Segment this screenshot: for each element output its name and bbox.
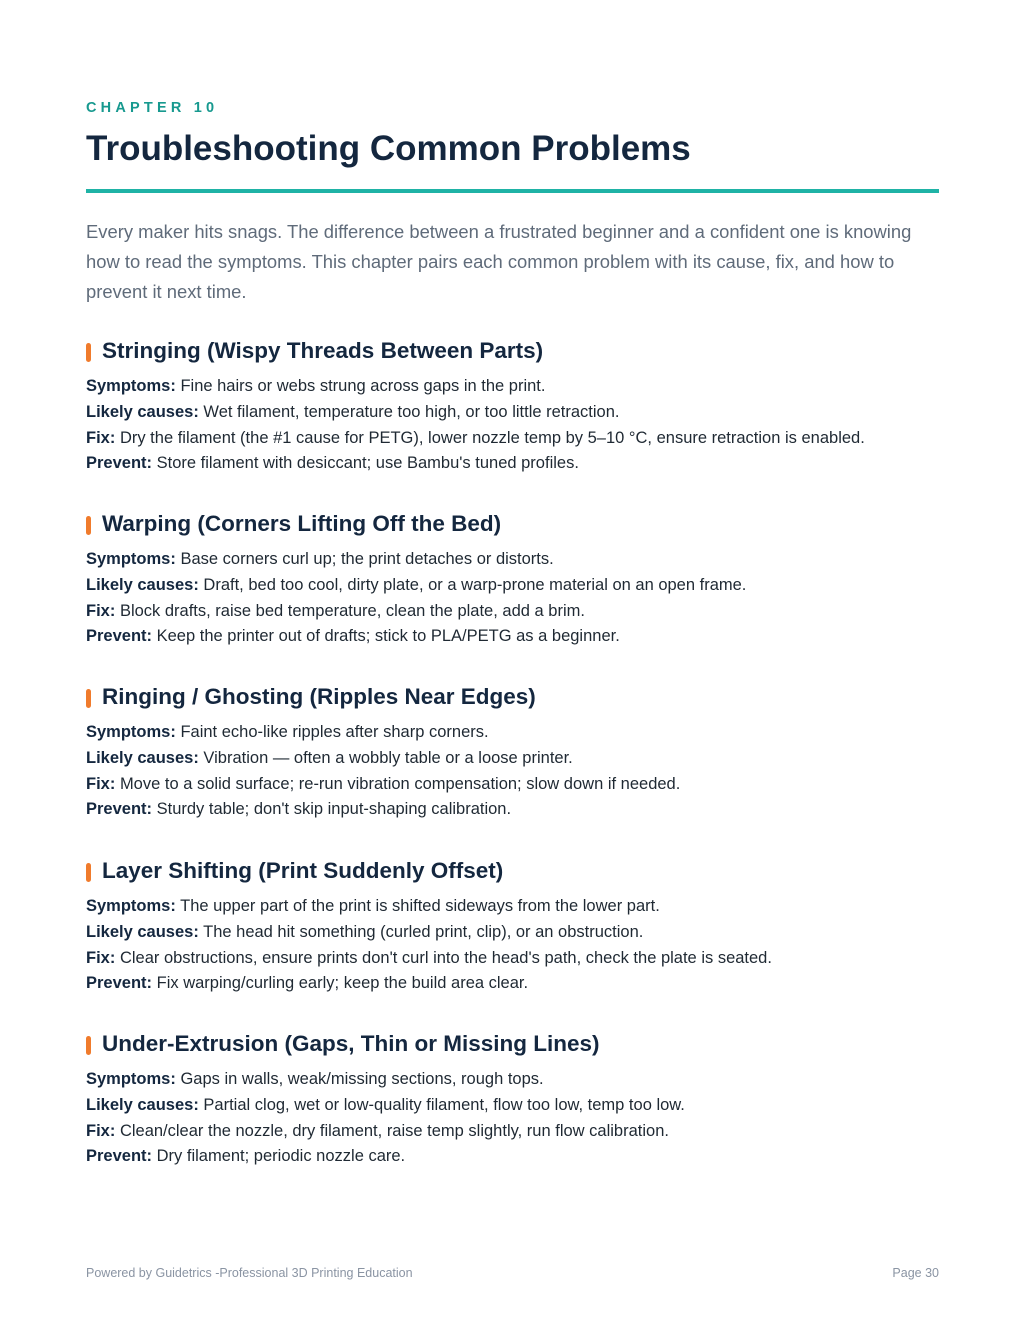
causes-row xyxy=(86,1093,946,1119)
section-accent-bar xyxy=(86,343,91,362)
prevent-row xyxy=(86,971,946,997)
fix-row xyxy=(86,772,946,798)
section-stringing xyxy=(86,336,946,477)
causes-row xyxy=(86,400,946,426)
symptoms-label: Symptoms: xyxy=(86,1070,176,1088)
section-warping xyxy=(86,509,946,650)
intro-paragraph: Every maker hits snags. The difference between a frustrated beginner and a confident one is knowing how to read the symptoms. This chapter pairs each common problem with its cause, fix, and how to prevent it next time. xyxy=(86,221,912,302)
prevent-label: Prevent: xyxy=(86,974,153,993)
section-header xyxy=(86,1029,946,1059)
fix-text: Clean/clear the nozzle, dry filament, raise temp slightly, run flow calibration. xyxy=(119,1121,669,1140)
section-title: Warping (Corners Lifting Off the Bed) xyxy=(102,511,502,536)
prevent-row xyxy=(86,797,946,823)
section-title: Under-Extrusion (Gaps, Thin or Missing Lines) xyxy=(102,1031,600,1056)
causes-text: Wet filament, temperature too high, or too little retraction. xyxy=(203,402,620,421)
fix-label: Fix: xyxy=(86,948,116,967)
causes-text: Partial clog, wet or low-quality filament, flow too low, temp too low. xyxy=(203,1095,685,1114)
symptoms-text: Gaps in walls, weak/missing sections, rough tops. xyxy=(180,1070,544,1088)
symptoms-text: Base corners curl up; the print detaches or distorts. xyxy=(180,550,554,568)
fix-row xyxy=(86,946,946,972)
symptoms-row xyxy=(86,547,946,573)
prevent-label: Prevent: xyxy=(86,627,153,646)
footer-credit: Powered by Guidetrics -Professional 3D Printing Education xyxy=(86,1266,413,1280)
section-under-extrusion xyxy=(86,1029,946,1170)
page-number: Page 30 xyxy=(892,1266,939,1280)
causes-text: The head hit something (curled print, clip), or an obstruction. xyxy=(203,922,644,941)
section-ringing xyxy=(86,682,946,823)
fix-text: Block drafts, raise bed temperature, clean the plate, add a brim. xyxy=(119,601,585,620)
causes-label: Likely causes: xyxy=(86,402,199,421)
fix-text: Clear obstructions, ensure prints don't curl into the head's path, check the plate is seated. xyxy=(119,948,772,967)
fix-label: Fix: xyxy=(86,601,116,620)
prevent-row xyxy=(86,1144,946,1170)
causes-label: Likely causes: xyxy=(86,575,199,594)
fix-row xyxy=(86,1119,946,1145)
prevent-row xyxy=(86,624,946,650)
section-accent-bar xyxy=(86,1036,91,1055)
symptoms-label: Symptoms: xyxy=(86,897,176,915)
prevent-label: Prevent: xyxy=(86,1147,153,1166)
page-title: Troubleshooting Common Problems xyxy=(86,129,691,168)
symptoms-label: Symptoms: xyxy=(86,723,176,741)
section-header xyxy=(86,336,946,366)
title-divider xyxy=(86,189,939,193)
section-accent-bar xyxy=(86,689,91,708)
prevent-label: Prevent: xyxy=(86,454,153,473)
prevent-text: Dry filament; periodic nozzle care. xyxy=(156,1147,406,1166)
fix-label: Fix: xyxy=(86,1121,116,1140)
prevent-text: Keep the printer out of drafts; stick to PLA/PETG as a beginner. xyxy=(156,627,620,646)
section-header xyxy=(86,856,946,886)
fix-label: Fix: xyxy=(86,774,116,793)
section-title: Stringing (Wispy Threads Between Parts) xyxy=(102,338,544,363)
fix-row xyxy=(86,599,946,625)
section-header xyxy=(86,509,946,539)
causes-row xyxy=(86,746,946,772)
symptoms-text: Fine hairs or webs strung across gaps in the print. xyxy=(180,377,546,395)
section-accent-bar xyxy=(86,516,91,535)
fix-row xyxy=(86,426,946,452)
fix-text: Move to a solid surface; re-run vibration compensation; slow down if needed. xyxy=(119,774,681,793)
prevent-label: Prevent: xyxy=(86,800,153,819)
section-layer-shifting xyxy=(86,856,946,997)
causes-row xyxy=(86,920,946,946)
symptoms-row xyxy=(86,1067,946,1093)
fix-label: Fix: xyxy=(86,428,116,447)
prevent-row xyxy=(86,451,946,477)
symptoms-text: The upper part of the print is shifted sideways from the lower part. xyxy=(180,897,660,915)
causes-row xyxy=(86,573,946,599)
causes-text: Draft, bed too cool, dirty plate, or a warp-prone material on an open frame. xyxy=(203,575,747,594)
symptoms-label: Symptoms: xyxy=(86,550,176,568)
symptoms-row xyxy=(86,374,946,400)
causes-label: Likely causes: xyxy=(86,748,199,767)
symptoms-label: Symptoms: xyxy=(86,377,176,395)
causes-label: Likely causes: xyxy=(86,1095,199,1114)
section-title: Layer Shifting (Print Suddenly Offset) xyxy=(102,858,504,883)
prevent-text: Sturdy table; don't skip input-shaping calibration. xyxy=(156,800,512,819)
causes-label: Likely causes: xyxy=(86,922,199,941)
section-accent-bar xyxy=(86,863,91,882)
symptoms-text: Faint echo-like ripples after sharp corners. xyxy=(180,723,489,741)
section-header xyxy=(86,682,946,712)
causes-text: Vibration — often a wobbly table or a loose printer. xyxy=(203,748,573,767)
section-title: Ringing / Ghosting (Ripples Near Edges) xyxy=(102,684,536,709)
fix-text: Dry the filament (the #1 cause for PETG), lower nozzle temp by 5–10 °C, ensure retraction is enabled. xyxy=(119,428,865,447)
chapter-label: CHAPTER 10 xyxy=(86,100,219,116)
prevent-text: Store filament with desiccant; use Bambu's tuned profiles. xyxy=(156,454,579,473)
prevent-text: Fix warping/curling early; keep the build area clear. xyxy=(156,974,529,993)
symptoms-row xyxy=(86,894,946,920)
symptoms-row xyxy=(86,720,946,746)
